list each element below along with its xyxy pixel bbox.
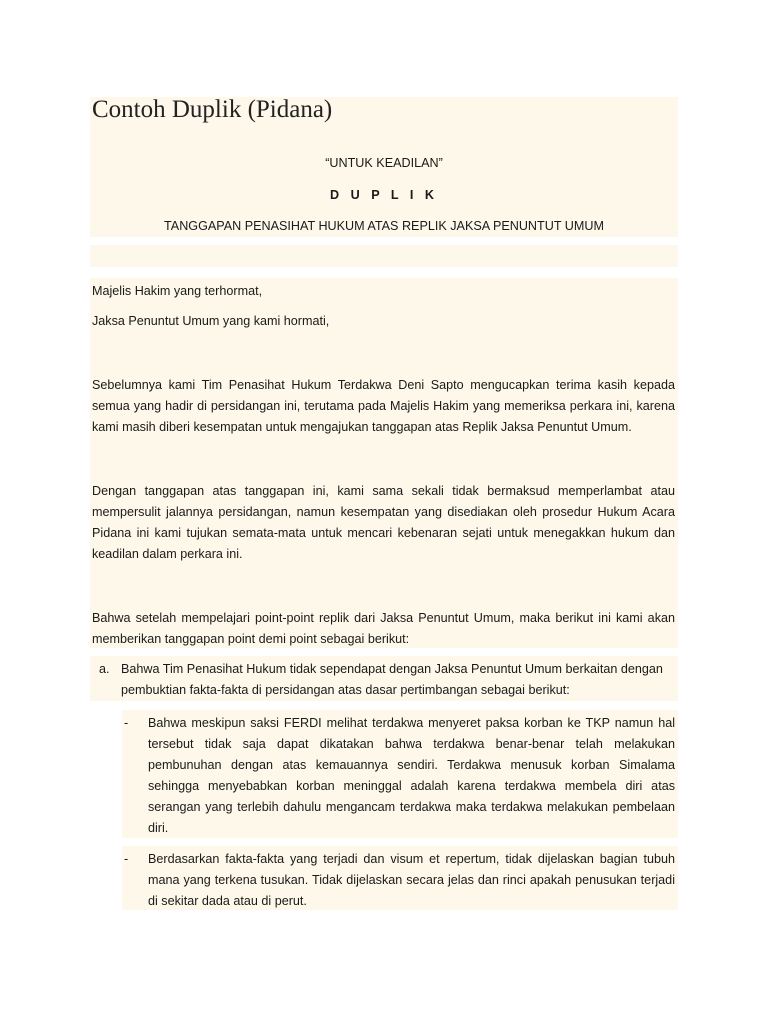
body-block [90,278,678,648]
salutation-judges: Majelis Hakim yang terhormat, [92,284,263,298]
subtitle: TANGGAPAN PENASIHAT HUKUM ATAS REPLIK JAKSA PENUNTUT UMUM [164,219,604,233]
sub-point-1-marker: - [124,716,129,730]
point-a-text: Bahwa Tim Penasihat Hukum tidak sependapat dengan Jaksa Penuntut Umum berkaitan dengan pembuktian fakta-fakta di persidangan atas dasar pertimbangan sebagai berikut: [121,662,663,697]
paragraph-intent: Dengan tanggapan atas tanggapan ini, kami sama sekali tidak bermaksud memperlambat atau mempersulit jalannya persidangan, namun kesempatan yang disediakan oleh prosedur Hukum Acara Pidana ini kami tujukan semata-mata untuk mencari kebenaran sejati untuk menegakkan hukum dan keadilan dalam perkara ini. [92,484,675,561]
salutation-prosecutor: Jaksa Penuntut Umum yang kami hormati, [92,314,330,328]
page-title: Contoh Duplik (Pidana) [92,96,333,123]
paragraph-transition: Bahwa setelah mempelajari point-point replik dari Jaksa Penuntut Umum, maka berikut ini kami akan memberikan tanggapan point demi point sebagai berikut: [92,611,675,646]
doc-type: D U P L I K [330,188,438,202]
sub-point-1-text: Bahwa meskipun saksi FERDI melihat terdakwa menyeret paksa korban ke TKP namun hal tersebut tidak saja dapat dikatakan bahwa terdakwa benar-benar telah melakukan pembunuhan dengan atas kemauannya sendiri. Terdakwa menusuk korban Simalama sehingga menyebabkan korban meninggal adalah karena terdakwa membela diri atas serangan yang terlebih dahulu mengancam terdakwa maka terdakwa melakukan pembelaan diri. [148,716,675,835]
sub-point-2-text: Berdasarkan fakta-fakta yang terjadi dan visum et repertum, tidak dijelaskan bagian tubuh mana yang terkena tusukan. Tidak dijelaskan secara jelas dan rinci apakah penusukan terjadi di sekitar dada atau di perut. [148,852,675,908]
sub-point-2-marker: - [124,852,129,866]
motto: “UNTUK KEADILAN” [325,156,443,170]
point-a-marker: a. [99,662,110,676]
paragraph-opening: Sebelumnya kami Tim Penasihat Hukum Terdakwa Deni Sapto mengucapkan terima kasih kepada semua yang hadir di persidangan ini, terutama pada Majelis Hakim yang memeriksa perkara ini, karena kami masih diberi kesempatan untuk mengajukan tanggapan atas Replik Jaksa Penuntut Umum. [92,378,675,434]
spacer-block [90,245,678,267]
